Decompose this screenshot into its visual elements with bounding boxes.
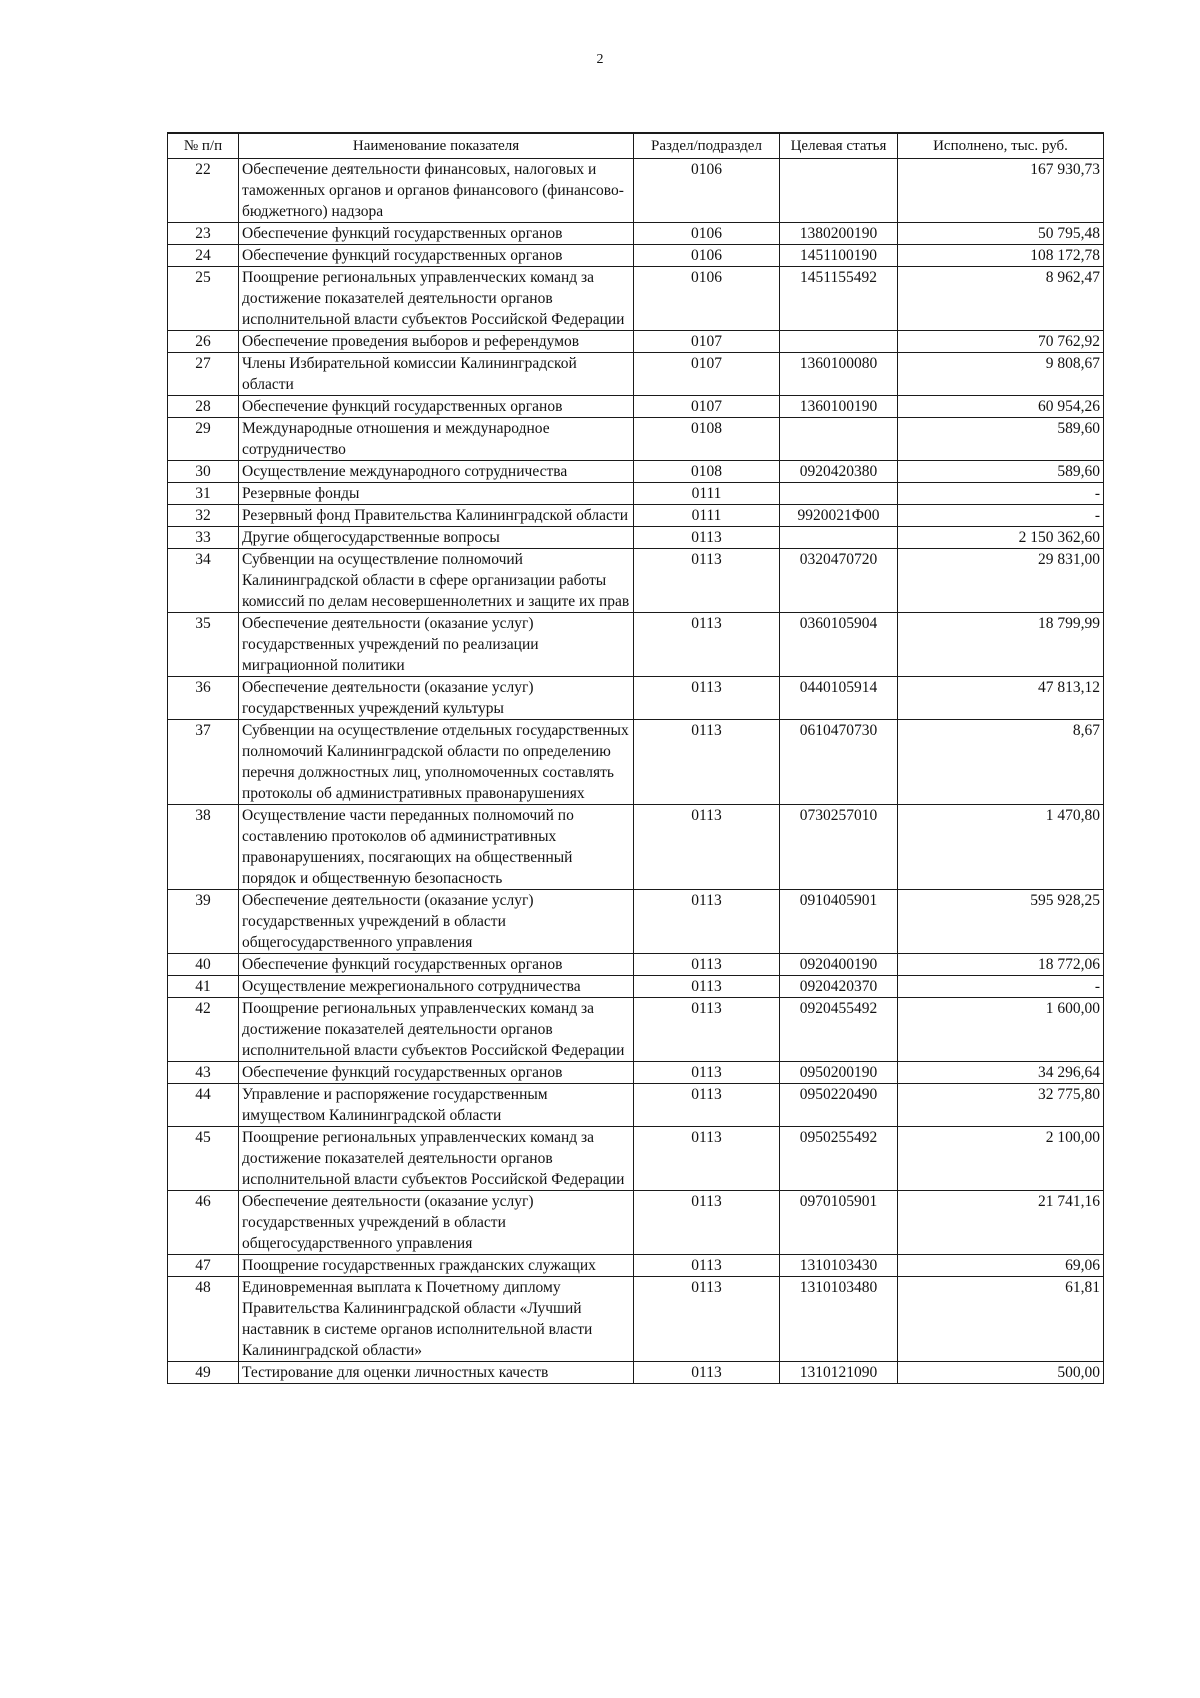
row-name: Поощрение государственных гражданских служащих [239,1255,634,1277]
table-row [168,613,1104,677]
row-section: 0113 [634,549,780,613]
row-target: 0320470720 [780,549,898,613]
row-name: Субвенции на осуществление отдельных государственных полномочий Калининградской области по определению перечня должностных лиц, уполномоченных составлять протоколы об административных правонарушениях [239,720,634,805]
table-row [168,1191,1104,1255]
table-row [168,505,1104,527]
row-number: 36 [168,677,239,720]
row-name: Обеспечение деятельности (оказание услуг) государственных учреждений в области общегосударственного управления [239,890,634,954]
row-name: Члены Избирательной комиссии Калининградской области [239,353,634,396]
table-row [168,890,1104,954]
table-row [168,353,1104,396]
row-number: 42 [168,998,239,1062]
row-name: Осуществление части переданных полномочий по составлению протоколов об административных правонарушениях, посягающих на общественный порядок и общественную безопасность [239,805,634,890]
row-number: 49 [168,1362,239,1384]
row-section: 0113 [634,1362,780,1384]
row-target: 1310103430 [780,1255,898,1277]
row-target: 0730257010 [780,805,898,890]
table-row [168,677,1104,720]
row-amount: 1 470,80 [898,805,1104,890]
row-amount: 2 100,00 [898,1127,1104,1191]
row-target [780,418,898,461]
row-name: Обеспечение деятельности (оказание услуг) государственных учреждений культуры [239,677,634,720]
row-section: 0107 [634,353,780,396]
row-amount: 108 172,78 [898,245,1104,267]
table-row [168,396,1104,418]
row-number: 31 [168,483,239,505]
table-row [168,483,1104,505]
row-section: 0107 [634,396,780,418]
row-section: 0113 [634,976,780,998]
row-name: Обеспечение функций государственных органов [239,396,634,418]
row-name: Международные отношения и международное сотрудничество [239,418,634,461]
row-section: 0113 [634,1191,780,1255]
row-target: 0950220490 [780,1084,898,1127]
row-target: 0610470730 [780,720,898,805]
row-amount: 50 795,48 [898,223,1104,245]
row-target: 0970105901 [780,1191,898,1255]
row-section: 0106 [634,267,780,331]
page-number: 2 [596,52,604,67]
row-name: Обеспечение функций государственных органов [239,223,634,245]
row-section: 0113 [634,613,780,677]
budget-execution-table [167,132,1104,1384]
row-section: 0113 [634,998,780,1062]
row-amount: 8,67 [898,720,1104,805]
row-amount: 29 831,00 [898,549,1104,613]
row-section: 0106 [634,223,780,245]
row-target [780,331,898,353]
row-section: 0108 [634,418,780,461]
row-target [780,483,898,505]
row-name: Резервный фонд Правительства Калининградской области [239,505,634,527]
row-name: Управление и распоряжение государственным имуществом Калининградской области [239,1084,634,1127]
row-amount: 18 799,99 [898,613,1104,677]
row-name: Резервные фонды [239,483,634,505]
row-amount: 32 775,80 [898,1084,1104,1127]
table-row [168,159,1104,223]
row-target: 0360105904 [780,613,898,677]
table-row [168,954,1104,976]
header-target: Целевая статья [780,133,898,159]
row-section: 0113 [634,1277,780,1362]
row-number: 39 [168,890,239,954]
table-row [168,805,1104,890]
table-row [168,1084,1104,1127]
row-amount: 589,60 [898,461,1104,483]
table-row [168,549,1104,613]
header-amount: Исполнено, тыс. руб. [898,133,1104,159]
row-name: Обеспечение деятельности финансовых, налоговых и таможенных органов и органов финансового (финансово-бюджетного) надзора [239,159,634,223]
row-amount: 69,06 [898,1255,1104,1277]
row-number: 40 [168,954,239,976]
row-section: 0113 [634,954,780,976]
row-amount: 8 962,47 [898,267,1104,331]
row-number: 23 [168,223,239,245]
table-row [168,245,1104,267]
row-name: Единовременная выплата к Почетному диплому Правительства Калининградской области «Лучший наставник в системе органов исполнительной власти Калининградской области» [239,1277,634,1362]
row-target: 0920455492 [780,998,898,1062]
table-row [168,1362,1104,1384]
row-number: 33 [168,527,239,549]
row-amount: 18 772,06 [898,954,1104,976]
row-number: 44 [168,1084,239,1127]
row-section: 0113 [634,720,780,805]
row-target: 0440105914 [780,677,898,720]
row-number: 43 [168,1062,239,1084]
row-amount: 21 741,16 [898,1191,1104,1255]
row-target: 1360100080 [780,353,898,396]
row-number: 45 [168,1127,239,1191]
row-target: 1310121090 [780,1362,898,1384]
row-name: Осуществление международного сотрудничества [239,461,634,483]
row-number: 24 [168,245,239,267]
row-target: 0920420380 [780,461,898,483]
row-section: 0113 [634,1127,780,1191]
row-amount: 167 930,73 [898,159,1104,223]
row-target: 1310103480 [780,1277,898,1362]
row-target: 1451155492 [780,267,898,331]
row-section: 0113 [634,1062,780,1084]
row-number: 47 [168,1255,239,1277]
table-row [168,461,1104,483]
row-amount: 60 954,26 [898,396,1104,418]
row-section: 0113 [634,805,780,890]
row-section: 0108 [634,461,780,483]
row-number: 22 [168,159,239,223]
row-name: Поощрение региональных управленческих команд за достижение показателей деятельности органов исполнительной власти субъектов Российской Федерации [239,998,634,1062]
row-name: Субвенции на осуществление полномочий Калининградской области в сфере организации работы комиссий по делам несовершеннолетних и защите их прав [239,549,634,613]
table-row [168,720,1104,805]
table-row [168,976,1104,998]
row-section: 0106 [634,245,780,267]
row-target: 1380200190 [780,223,898,245]
table-row [168,418,1104,461]
row-name: Обеспечение функций государственных органов [239,1062,634,1084]
row-name: Поощрение региональных управленческих команд за достижение показателей деятельности органов исполнительной власти субъектов Российской Федерации [239,1127,634,1191]
header-name: Наименование показателя [239,133,634,159]
row-amount: - [898,505,1104,527]
header-section: Раздел/подраздел [634,133,780,159]
row-amount: 589,60 [898,418,1104,461]
row-name: Обеспечение проведения выборов и референдумов [239,331,634,353]
row-amount: 595 928,25 [898,890,1104,954]
row-number: 48 [168,1277,239,1362]
row-number: 41 [168,976,239,998]
row-number: 32 [168,505,239,527]
row-target: 0920400190 [780,954,898,976]
row-target [780,159,898,223]
row-target: 1360100190 [780,396,898,418]
row-section: 0113 [634,1084,780,1127]
row-amount: - [898,976,1104,998]
table-row [168,998,1104,1062]
row-number: 34 [168,549,239,613]
row-amount: 2 150 362,60 [898,527,1104,549]
table-row [168,1277,1104,1362]
row-name: Тестирование для оценки личностных качеств [239,1362,634,1384]
row-name: Осуществление межрегионального сотрудничества [239,976,634,998]
row-section: 0107 [634,331,780,353]
table-row [168,267,1104,331]
row-target: 0920420370 [780,976,898,998]
row-name: Поощрение региональных управленческих команд за достижение показателей деятельности органов исполнительной власти субъектов Российской Федерации [239,267,634,331]
row-amount: 70 762,92 [898,331,1104,353]
row-target: 0910405901 [780,890,898,954]
row-target: 0950255492 [780,1127,898,1191]
row-target: 0950200190 [780,1062,898,1084]
row-number: 30 [168,461,239,483]
row-number: 25 [168,267,239,331]
header-num: № п/п [168,133,239,159]
row-number: 38 [168,805,239,890]
row-section: 0113 [634,527,780,549]
row-target: 1451100190 [780,245,898,267]
table-row [168,527,1104,549]
row-amount: 9 808,67 [898,353,1104,396]
row-section: 0113 [634,890,780,954]
row-amount: 500,00 [898,1362,1104,1384]
row-name: Обеспечение функций государственных органов [239,954,634,976]
table-row [168,1127,1104,1191]
row-number: 29 [168,418,239,461]
row-number: 28 [168,396,239,418]
row-target [780,527,898,549]
row-amount: - [898,483,1104,505]
table-row [168,223,1104,245]
row-number: 35 [168,613,239,677]
row-number: 27 [168,353,239,396]
row-amount: 47 813,12 [898,677,1104,720]
row-amount: 61,81 [898,1277,1104,1362]
row-name: Обеспечение деятельности (оказание услуг) государственных учреждений по реализации миграционной политики [239,613,634,677]
row-name: Обеспечение функций государственных органов [239,245,634,267]
row-section: 0111 [634,483,780,505]
table-row [168,1255,1104,1277]
row-section: 0106 [634,159,780,223]
row-amount: 1 600,00 [898,998,1104,1062]
row-name: Обеспечение деятельности (оказание услуг) государственных учреждений в области общегосударственного управления [239,1191,634,1255]
table-row [168,1062,1104,1084]
row-number: 46 [168,1191,239,1255]
row-amount: 34 296,64 [898,1062,1104,1084]
row-name: Другие общегосударственные вопросы [239,527,634,549]
row-target: 9920021Ф00 [780,505,898,527]
row-section: 0113 [634,677,780,720]
row-number: 26 [168,331,239,353]
table-header-row [168,133,1104,159]
row-section: 0111 [634,505,780,527]
row-number: 37 [168,720,239,805]
table-row [168,331,1104,353]
row-section: 0113 [634,1255,780,1277]
